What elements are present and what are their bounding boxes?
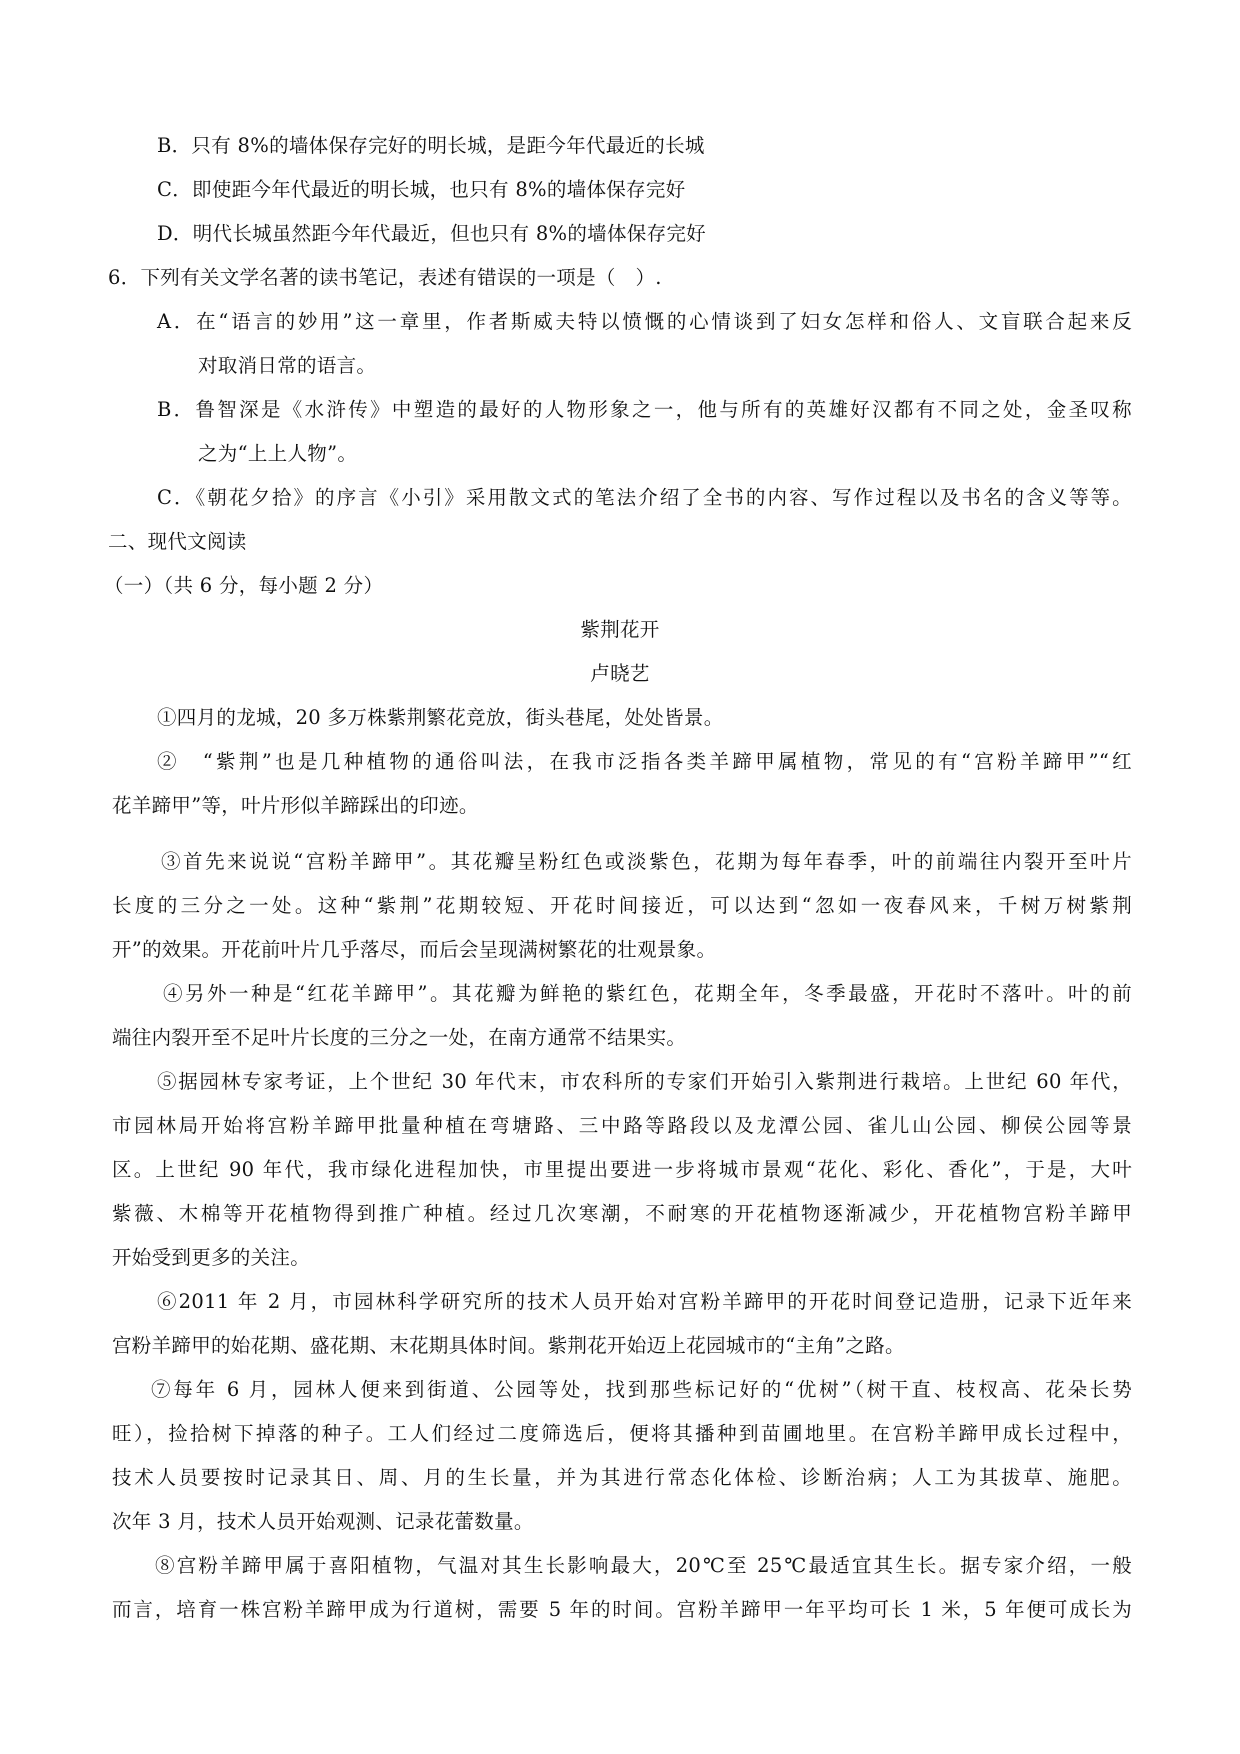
paragraph-7-line4: 次年 3 月，技术人员开始观测、记录花蕾数量。 (112, 1510, 534, 1533)
paragraph-5-line3: 区。上世纪 90 年代，我市绿化进程加快，市里提出要进一步将城市景观“花化、彩化、香化”，于是，大叶 (112, 1158, 1132, 1181)
paragraph-4-line1: ④另外一种是“红花羊蹄甲”。其花瓣为鲜艳的紫红色，花期全年，冬季最盛，开花时不落叶。叶的前 (163, 982, 1132, 1005)
paragraph-1: ①四月的龙城，20 多万株紫荆繁花竞放，街头巷尾，处处皆景。 (157, 706, 724, 729)
paragraph-3-line1: ③首先来说说“宫粉羊蹄甲”。其花瓣呈粉红色或淡紫色，花期为每年春季，叶的前端往内裂开至叶片 (161, 850, 1132, 873)
paragraph-5-line2: 市园林局开始将宫粉羊蹄甲批量种植在弯塘路、三中路等路段以及龙潭公园、雀儿山公园、柳侯公园等景 (112, 1114, 1132, 1137)
q5-option-d: D．明代长城虽然距今年代最近，但也只有 8%的墙体保存完好 (157, 222, 706, 245)
q6-option-c-line1: C．《朝花夕拾》的序言《小引》采用散文式的笔法介绍了全书的内容、写作过程以及书名的含义等等。 (157, 486, 1132, 509)
q5-option-c: C．即使距今年代最近的明长城，也只有 8%的墙体保存完好 (157, 178, 686, 201)
paragraph-7-line2: 旺），捡拾树下掉落的种子。工人们经过二度筛选后，便将其播种到苗圃地里。在宫粉羊蹄甲成长过程中， (112, 1422, 1132, 1445)
article-author: 卢晓艺 (590, 662, 650, 685)
paragraph-7-line3: 技术人员要按时记录其日、周、月的生长量，并为其进行常态化体检、诊断治病；人工为其拔草、施肥。 (112, 1466, 1132, 1489)
article-title: 紫荆花开 (580, 618, 660, 641)
paragraph-3-line3: 开”的效果。开花前叶片几乎落尽，而后会呈现满树繁花的壮观景象。 (112, 938, 717, 961)
q6-stem: 6．下列有关文学名著的读书笔记，表述有错误的一项是（ ）. (108, 266, 662, 289)
paragraph-3-line2: 长度的三分之一处。这种“紫荆”花期较短、开花时间接近，可以达到“忽如一夜春风来，千树万树紫荆 (112, 894, 1132, 917)
paragraph-5-line5: 开始受到更多的关注。 (112, 1246, 311, 1269)
paragraph-6-line1: ⑥2011 年 2 月，市园林科学研究所的技术人员开始对宫粉羊蹄甲的开花时间登记造册，记录下近年来 (157, 1290, 1132, 1313)
paragraph-7-line1: ⑦每年 6 月，园林人便来到街道、公园等处，找到那些标记好的“优树”（树干直、枝杈高、花朵长势 (151, 1378, 1132, 1401)
paragraph-4-line2: 端往内裂开至不足叶片长度的三分之一处，在南方通常不结果实。 (112, 1026, 687, 1049)
q5-option-b: B．只有 8%的墙体保存完好的明长城，是距今年代最近的长城 (157, 134, 705, 157)
paragraph-8-line2: 而言，培育一株宫粉羊蹄甲成为行道树，需要 5 年的时间。宫粉羊蹄甲一年平均可长 1 米，5 年便可成长为 (112, 1598, 1132, 1621)
q6-option-a-line1: A．在“语言的妙用”这一章里，作者斯威夫特以愤慨的心情谈到了妇女怎样和俗人、文盲联合起来反 (157, 310, 1132, 333)
paragraph-5-line1: ⑤据园林专家考证，上个世纪 30 年代末，市农科所的专家们开始引入紫荆进行栽培。上世纪 60 年代， (157, 1070, 1132, 1093)
paragraph-2-line1: ② “紫荆”也是几种植物的通俗叫法，在我市泛指各类羊蹄甲属植物，常见的有“宫粉羊蹄甲”“红 (157, 750, 1132, 773)
q6-option-a-line2: 对取消日常的语言。 (198, 354, 377, 377)
paragraph-8-line1: ⑧宫粉羊蹄甲属于喜阳植物，气温对其生长影响最大，20℃至 25℃最适宜其生长。据专家介绍，一般 (155, 1554, 1132, 1577)
q6-option-b-line1: B．鲁智深是《水浒传》中塑造的最好的人物形象之一，他与所有的英雄好汉都有不同之处，金圣叹称 (157, 398, 1132, 421)
section-subheading: （一）（共 6 分，每小题 2 分） (104, 574, 384, 597)
paragraph-5-line4: 紫薇、木棉等开花植物得到推广种植。经过几次寒潮，不耐寒的开花植物逐渐减少，开花植物宫粉羊蹄甲 (112, 1202, 1132, 1225)
q6-option-b-line2: 之为“上上人物”。 (198, 442, 358, 465)
paragraph-2-line2: 花羊蹄甲”等，叶片形似羊蹄踩出的印迹。 (112, 794, 479, 817)
section-heading: 二、现代文阅读 (108, 530, 247, 553)
paragraph-6-line2: 宫粉羊蹄甲的始花期、盛花期、末花期具体时间。紫荆花开始迈上花园城市的“主角”之路。 (112, 1334, 905, 1357)
